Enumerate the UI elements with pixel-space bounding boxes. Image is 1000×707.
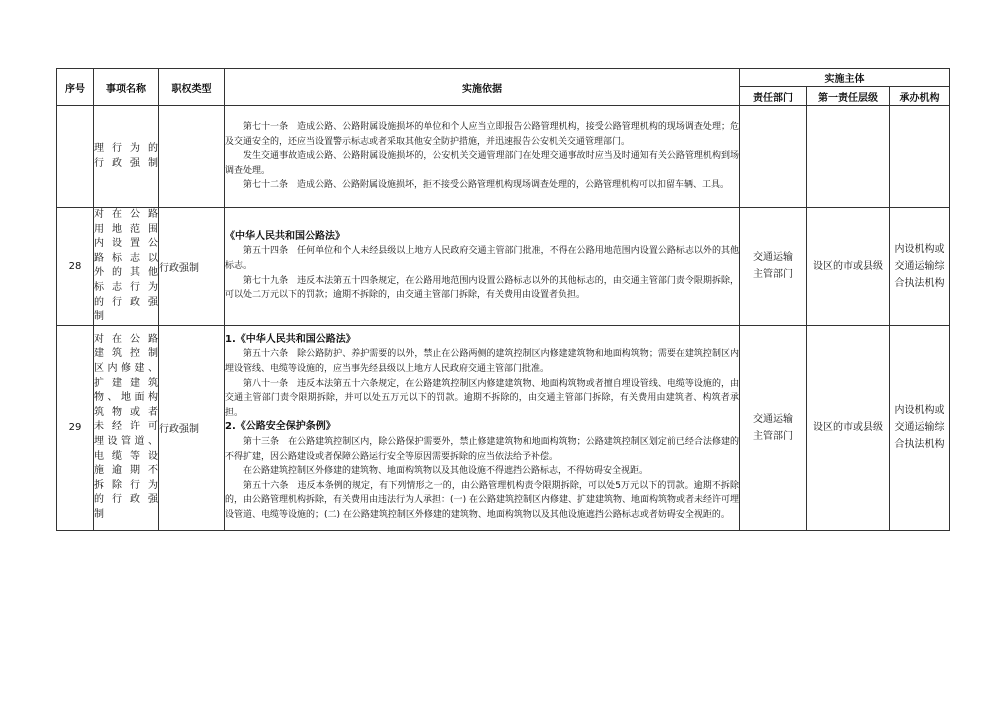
agency-line: 内设机构或 [894, 243, 945, 255]
name-line: 内 设 置 公 [94, 238, 158, 250]
agency-line: 合执法机构 [894, 439, 945, 451]
name-line: 外 的 其 他 [94, 267, 158, 279]
agency-line: 交通运输综 [894, 260, 945, 272]
name-line: 制 [94, 311, 104, 323]
name-line: 建 筑 控 制 [94, 348, 158, 360]
row-agency [890, 208, 950, 326]
name-line: 的 行 政 强 [94, 494, 158, 506]
header-item-name: 事项名称 [94, 69, 159, 106]
name-line: 制 [94, 509, 104, 521]
row-basis [225, 106, 740, 208]
header-agency: 承办机构 [890, 87, 950, 106]
row-dept [740, 325, 807, 530]
name-line: 拆 除 行 为 [94, 479, 158, 491]
basis-para: 第七十二条 造成公路、公路附属设施损坏，拒不接受公路管理机构现场调查处理的，公路管理机构可以扣留车辆、工具。 [243, 180, 730, 191]
name-line: 筑 物 或 者 [94, 406, 158, 418]
dept-line: 交通运输 [753, 252, 793, 264]
name-line: 的 行 政 强 [94, 296, 158, 308]
table-row [57, 106, 950, 208]
name-line: 标 志 行 为 [94, 281, 158, 293]
dept-line: 主管部门 [753, 430, 793, 442]
row-seq: 29 [57, 325, 94, 530]
header-basis: 实施依据 [225, 69, 740, 106]
name-line: 对 在 公 路 [94, 333, 158, 345]
document-table [56, 68, 950, 531]
header-subject: 实施主体 [740, 69, 950, 87]
basis-para: 第十三条 在公路建筑控制区内，除公路保护需要外，禁止修建建筑物和地面构筑物；公路建筑控制区划定前已经合法修建的不得扩建，因公路建设或者保障公路运行安全等原因需要拆除的应当依法给予补偿。 [225, 437, 739, 462]
name-line: 未 经 许 可 [94, 421, 158, 433]
name-line: 理 行 为 的 [94, 142, 158, 154]
row-item-name [94, 325, 159, 530]
basis-para: 在公路建筑控制区外修建的建筑物、地面构筑物以及其他设施不得遮挡公路标志，不得妨碍安全视距。 [243, 466, 649, 477]
row-power-type: 行政强制 [159, 208, 225, 326]
table-row [57, 325, 950, 530]
name-line: 扩 建 建 筑 [94, 377, 158, 389]
header-row [57, 69, 950, 87]
row-level [807, 106, 890, 208]
basis-para: 第五十四条 任何单位和个人未经县级以上地方人民政府交通主管部门批准，不得在公路用地范围内设置公路标志以外的其他标志。 [225, 246, 739, 272]
name-line: 用 地 范 围 [94, 223, 158, 235]
name-line: 施 逾 期 不 [94, 465, 158, 477]
row-level: 设区的市或县级 [807, 325, 890, 530]
header-dept: 责任部门 [740, 87, 807, 106]
row-dept [740, 208, 807, 326]
header-level: 第一责任层级 [807, 87, 890, 106]
row-agency [890, 325, 950, 530]
name-line: 物 、 地 面 构 [94, 392, 158, 404]
row-agency [890, 106, 950, 208]
law-title: 2.《公路安全保护条例》 [225, 421, 336, 433]
row-item-name [94, 208, 159, 326]
row-power-type: 行政强制 [159, 325, 225, 530]
basis-para: 第五十六条 除公路防护、养护需要的以外，禁止在公路两侧的建筑控制区内修建建筑物和地面构筑物；需要在建筑控制区内埋设管线、电缆等设施的，应当事先经县级以上地方人民政府交通主管部门批准。 [225, 349, 739, 375]
agency-line: 合执法机构 [894, 277, 945, 289]
row-dept [740, 106, 807, 208]
row-power-type [159, 106, 225, 208]
name-line: 对 在 公 路 [94, 209, 158, 220]
agency-line: 内设机构或 [894, 405, 945, 417]
agency-line: 交通运输综 [894, 422, 945, 434]
row-basis [225, 325, 740, 530]
basis-para: 第八十一条 违反本法第五十六条规定，在公路建筑控制区内修建建筑物、地面构筑物或者擅自埋设管线、电缆等设施的，由交通主管部门责令限期拆除，并可以处五万元以下的罚款。逾期不拆除的，由交通主管部门拆除，有关费用由建筑者、构筑者承担。 [225, 378, 739, 418]
basis-para: 第七十一条 造成公路、公路附属设施损坏的单位和个人应当立即报告公路管理机构，接受公路管理机构的现场调查处理；危及交通安全的，还应当设置警示标志或者采取其他安全防护措施，并迅速报告公安机关交通管理部门。 [225, 122, 739, 147]
header-power-type: 职权类型 [159, 69, 225, 106]
basis-para: 第七十九条 违反本法第五十四条规定，在公路用地范围内设置公路标志以外的其他标志的，由交通主管部门责令限期拆除，可以处二万元以下的罚款；逾期不拆除的，由交通主管部门拆除，有关费用由设置者负担。 [225, 275, 739, 301]
row-level: 设区的市或县级 [807, 208, 890, 326]
name-line: 行政强制 [94, 157, 158, 169]
basis-para: 第五十六条 违反本条例的规定，有下列情形之一的，由公路管理机构责令限期拆除，可以处5万元以下的罚款。逾期不拆除的，由公路管理机构拆除，有关费用由违法行为人承担：(一) 在公路建筑控制区内修建、扩建建筑物、地面构筑物或者未经许可埋设管道、电缆等设施的；(二) 在公路建筑控制区外修建的建筑物、地面构筑物以及其他设施遮挡公路标志或者妨碍安全视距的。 [225, 480, 739, 521]
dept-line: 交通运输 [753, 413, 793, 425]
row-item-name [94, 106, 159, 208]
dept-line: 主管部门 [753, 269, 793, 281]
name-line: 区 内 修 建 、 [94, 363, 158, 375]
name-line: 埋 设 管 道 、 [94, 436, 158, 448]
table-row [57, 208, 950, 326]
name-line: 电 缆 等 设 [94, 450, 158, 462]
law-title: 《中华人民共和国公路法》 [225, 230, 345, 242]
header-seq: 序号 [57, 69, 94, 106]
basis-para: 发生交通事故造成公路、公路附属设施损坏的，公安机关交通管理部门在处理交通事故时应当及时通知有关公路管理机构到场调查处理。 [225, 151, 739, 176]
name-line: 路 标 志 以 [94, 252, 158, 264]
law-title: 1.《中华人民共和国公路法》 [225, 333, 356, 345]
row-basis [225, 208, 740, 326]
row-seq [57, 106, 94, 208]
row-seq: 28 [57, 208, 94, 326]
